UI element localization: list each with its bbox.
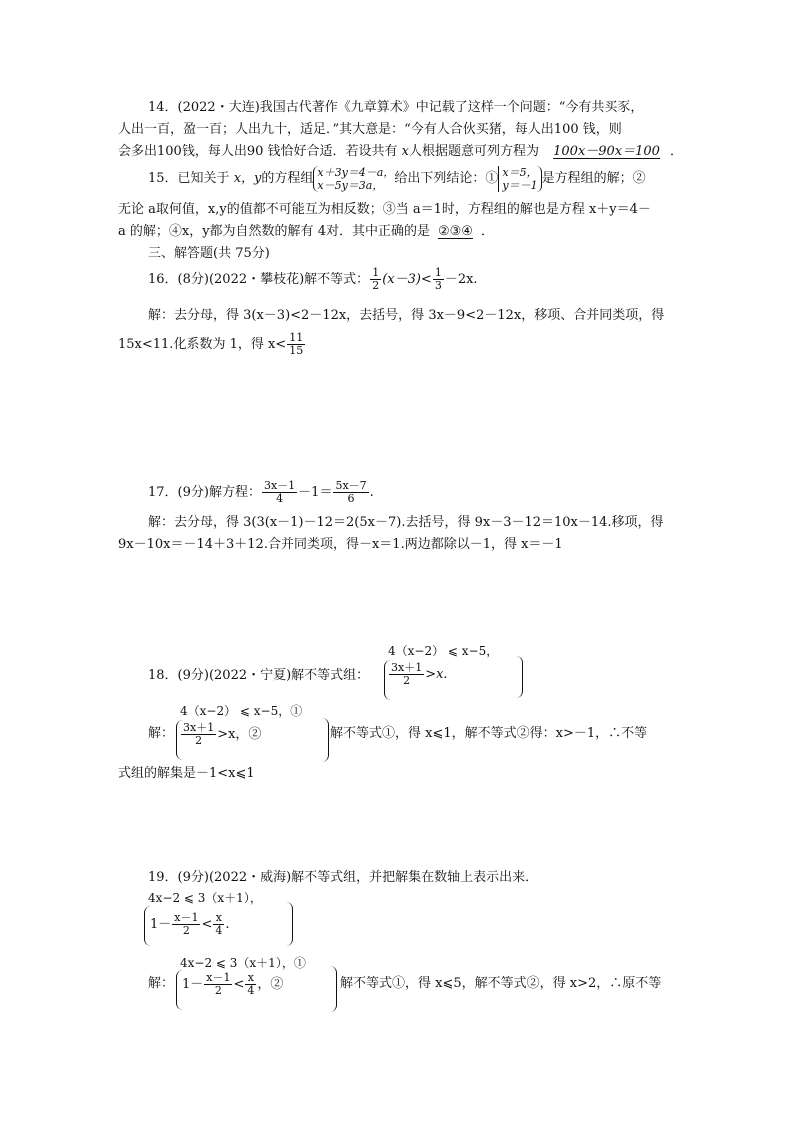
q19-solution-frac-1 [204, 972, 232, 997]
q17-solution-line1: 解：去分母，得 3(3(x－1)－12＝2(5x－7).去括号，得 9x－3－12＝10x－14.移项，得 [148, 515, 664, 530]
q16-title [148, 266, 478, 294]
q19-solution-brace-right [330, 966, 337, 1012]
q15-period: ． [480, 224, 494, 239]
q16-frac-1-den: 2 [372, 279, 380, 292]
q15-eq2: x－5y＝3a， [317, 178, 384, 192]
q19-frac-1-den: 2 [182, 924, 190, 937]
q18-brace-right [516, 656, 523, 698]
q19-frac-1 [172, 912, 200, 937]
q19-solution-frac-2-den: 4 [247, 984, 255, 997]
q15-after: 是方程组的解；② [541, 171, 646, 186]
q16-solution-line1: 解：去分母，得 3(x－3)<2－12x，去括号，得 3x－9<2－12x，移项、合并同类项，得 [148, 308, 665, 323]
q19-solution-frac-1-den: 2 [214, 984, 222, 997]
q18-frac [389, 662, 424, 687]
q16-frac-1 [370, 267, 381, 292]
q14-line2: 人出一百，盈一百；人出九十，适足．”其大意是：“今有人合伙买猪，每人出100 钱，则 [118, 122, 622, 137]
q18-solution-frac-den: 2 [195, 734, 203, 747]
q18-solution-label: 解： [148, 726, 175, 741]
q19-frac-2 [213, 912, 224, 937]
q16-frac-result-num: 11 [289, 331, 304, 344]
q19-frac-2-num: x [213, 912, 224, 925]
q15-answer: ②③④ [437, 224, 473, 239]
q15-solution [498, 166, 541, 192]
q16-mid: (x－3)< [382, 272, 432, 287]
q18-system-eq1: 4（x−2） ⩽ x−5， [388, 644, 499, 658]
q15-system [313, 166, 394, 192]
q19-solution-label: 解： [148, 976, 175, 991]
q16-frac-result-den: 15 [289, 344, 304, 357]
q15-sol2: y＝－1 [502, 178, 538, 192]
q15-prefix: 15．已知关于 [148, 171, 234, 186]
q19-system-eq1: 4x−2 ⩽ 3（x＋1）， [148, 891, 262, 905]
q18-solution-frac [181, 722, 216, 747]
q17-frac-2-num: 5x－7 [335, 479, 367, 492]
q18-solution-line2: 式组的解集是－1<x⩽1 [118, 766, 255, 781]
q19-solution-eq1: 4x−2 ⩽ 3（x＋1），① [180, 956, 306, 970]
q16-frac-1-num: 1 [372, 266, 380, 279]
q17-frac-1-num: 3x－1 [263, 479, 296, 492]
q19-frac-1-num: x－1 [174, 911, 199, 924]
q16-title-text: 16．(8分)(2022・攀枝花)解不等式： [148, 272, 370, 287]
q15-given: 给出下列结论：① [394, 171, 499, 186]
q14-line3-text2: 人根据题意可列方程为 [408, 144, 539, 159]
q18-frac-den: 2 [403, 674, 411, 687]
q18-solution-frac-num: 3x＋1 [183, 721, 215, 734]
q15-line2: 无论 a取何值，x,y的值都不可能互为相反数；③当 a＝1时，方程组的解也是方程 x＋y＝4－ [118, 202, 651, 217]
q15-line1 [148, 164, 646, 194]
q17-mid: －1＝ [298, 485, 333, 500]
q16-frac-2 [433, 267, 444, 292]
q18-solution-eq1: 4（x−2） ⩽ x−5，① [180, 704, 303, 718]
q18-solution-brace-right [322, 718, 329, 762]
q19-solution-eq2 [182, 970, 283, 1000]
q19-solution-text: 解不等式①，得 x⩽5，解不等式②，得 x>2，∴原不等 [340, 976, 662, 991]
q18-title: 18．(9分)(2022・宁夏)解不等式组： [148, 668, 370, 683]
q14-period: ． [669, 144, 683, 159]
q19-brace-right [286, 902, 293, 946]
q16-frac-result [287, 332, 305, 357]
q18-solution-text: 解不等式①，得 x⩽1，解不等式②得：x>－1，∴不等 [330, 726, 648, 741]
q18-solution-eq2 [180, 720, 261, 750]
q16-solution-line2 [118, 330, 306, 360]
q19-solution-frac-2 [245, 972, 256, 997]
q14-line1: 14．(2022・大连)我国古代著作《九章算术》中记载了这样一个问题：“今有共买豕， [148, 100, 644, 115]
section-title: 三、解答题(共 75分) [148, 246, 270, 261]
q17-frac-1-den: 4 [276, 492, 284, 505]
q19-lt: < [201, 917, 213, 932]
q17-title [148, 478, 374, 508]
q18-solution-frac-tail: >x，② [217, 727, 262, 742]
q19-solution-tail: ，② [257, 977, 284, 992]
q19-solution-lt: < [233, 977, 245, 992]
q16-sol2-text: 15x<11.化系数为 1，得 x< [118, 337, 287, 352]
q18-system-eq2 [388, 660, 448, 690]
q17-frac-2 [333, 480, 368, 505]
q17-frac-2-den: 6 [347, 492, 355, 505]
q14-line3 [118, 144, 683, 160]
q17-solution-line2: 9x－10x＝－14＋3＋12.合并同类项，得－x＝1.两边都除以－1，得 x＝－1 [118, 537, 563, 552]
q15-line3 [118, 224, 494, 240]
q17-frac-1 [262, 480, 297, 505]
q17-title-text: 17．(9分)解方程： [148, 485, 261, 500]
q19-solution-frac-1-num: x－1 [206, 971, 231, 984]
q17-tail: . [369, 485, 374, 500]
q19-title: 19．(9分)(2022・威海)解不等式组，并把解集在数轴上表示出来． [148, 870, 539, 885]
q18-frac-tail: >x. [425, 667, 448, 682]
q15-line3-text: a 的解；④x，y都为自然数的解有 4对．其中正确的是 [118, 224, 430, 239]
q14-answer: 100x－90x＝100 [553, 144, 660, 159]
q15-vars: x，y [233, 171, 262, 186]
q15-eq1: x＋3y＝4－a， [317, 165, 395, 179]
q19-solution-pre: 1－ [182, 977, 204, 992]
q19-system-eq2 [150, 910, 230, 940]
q16-frac-2-num: 1 [434, 266, 442, 279]
q19-frac-2-den: 4 [215, 924, 223, 937]
q19-solution-frac-2-num: x [245, 972, 256, 985]
q16-frac-2-den: 3 [434, 279, 442, 292]
q14-line3-text: 会多出100钱，每人出90 钱恰好合适．若设共有 [118, 144, 402, 159]
q14-var-x: x [401, 144, 409, 159]
q16-tail: －2x. [444, 272, 478, 287]
q15-sol1: x＝5， [502, 165, 538, 179]
q19-pre: 1－ [150, 917, 172, 932]
q19-tail: . [225, 917, 230, 932]
q18-frac-num: 3x＋1 [391, 661, 423, 674]
q15-mid: 的方程组 [261, 171, 314, 186]
